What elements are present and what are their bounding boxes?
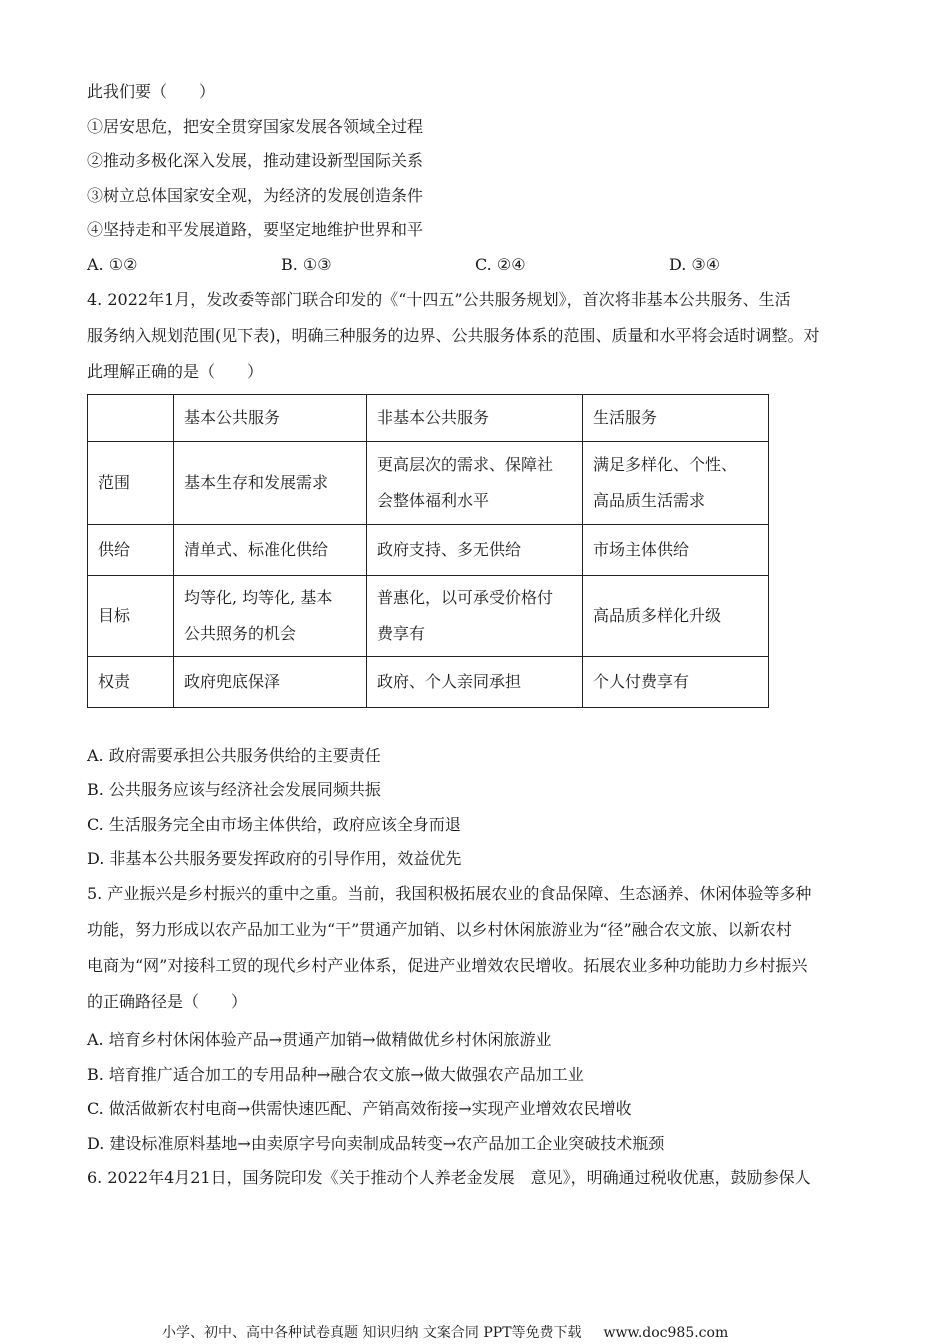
table-row <box>88 442 769 525</box>
q4-option-b: B. 公共服务应该与经济社会发展同频共振 <box>87 780 381 799</box>
cell-line: 费享有 <box>377 624 426 643</box>
cell-line: 基本生存和发展需求 <box>184 473 329 492</box>
q3-option-c: C. ②④ <box>475 255 526 274</box>
table-cell <box>583 576 769 657</box>
table-row <box>88 525 769 576</box>
cell-line: 高品质多样化升级 <box>593 606 722 625</box>
table-cell <box>367 525 583 576</box>
table-cell <box>174 576 367 657</box>
footer-url[interactable]: www.doc985.com <box>603 1325 729 1341</box>
q3-stem-tail: 此我们要（ ） <box>87 82 216 101</box>
cell-line: 清单式、标准化供给 <box>184 540 329 559</box>
table-cell <box>367 657 583 708</box>
table-cell <box>583 657 769 708</box>
q5-stem-line-4: 的正确路径是（ ） <box>87 992 248 1011</box>
table-row <box>88 576 769 657</box>
cell-line: 普惠化，以可承受价格付 <box>377 588 554 607</box>
cell-line: 市场主体供给 <box>593 540 690 559</box>
table-cell <box>583 525 769 576</box>
table-cell <box>583 442 769 525</box>
q5-stem-line-1: 5. 产业振兴是乡村振兴的重中之重。当前，我国积极拓展农业的食品保障、生态涵养、休闲体验等多种 <box>87 884 812 903</box>
cell-line: 高品质生活需求 <box>593 491 706 510</box>
footer-text: 小学、初中、高中各种试卷真题 知识归纳 文案合同 PPT等免费下载 <box>162 1325 582 1341</box>
cell-line: 个人付费享有 <box>593 672 690 691</box>
q5-option-d: D. 建设标准原料基地→由卖原字号向卖制成品转变→农产品加工企业突破技术瓶颈 <box>87 1134 665 1153</box>
cell-line: 政府、个人亲同承担 <box>377 672 522 691</box>
q4-option-a: A. 政府需要承担公共服务供给的主要责任 <box>87 746 381 765</box>
q5-option-c: C. 做活做新农村电商→供需快速匹配、产销高效衔接→实现产业增效农民增收 <box>87 1099 632 1118</box>
q6-stem-line-1: 6. 2022年4月21日，国务院印发《关于推动个人养老金发展 意见》，明确通过税收优惠，鼓励参保人 <box>87 1168 811 1187</box>
table-header-row <box>88 395 769 442</box>
table-row <box>88 657 769 708</box>
table-cell <box>174 657 367 708</box>
q5-option-a: A. 培育乡村休闲体验产品→贯通产加销→做精做优乡村休闲旅游业 <box>87 1030 552 1049</box>
q4-option-d: D. 非基本公共服务要发挥政府的引导作用，效益优先 <box>87 849 462 868</box>
table-cell <box>367 576 583 657</box>
q3-option-b: B. ①③ <box>281 255 332 274</box>
q3-option-a: A. ①② <box>87 255 138 274</box>
q3-option-d: D. ③④ <box>669 255 721 274</box>
q5-stem-line-3: 电商为“网”对接科工贸的现代乡村产业体系，促进产业增效农民增收。拓展农业多种功能助力乡村振兴 <box>87 956 808 975</box>
q5-stem-line-2: 功能，努力形成以农产品加工业为“干”贯通产加销、以乡村休闲旅游业为“径”融合农文旅、以新农村 <box>87 920 792 939</box>
page-footer <box>162 1324 728 1342</box>
q4-stem-line-3: 此理解正确的是（ ） <box>87 362 264 381</box>
service-comparison-table <box>87 394 769 708</box>
cell-line: 政府兜底保泽 <box>184 672 281 691</box>
header-cell-empty <box>88 395 174 442</box>
table-cell <box>174 442 367 525</box>
q3-item-4: ④坚持走和平发展道路，要坚定地维护世界和平 <box>87 220 424 239</box>
cell-line: 会整体福利水平 <box>377 491 490 510</box>
row-label: 供给 <box>88 525 174 576</box>
cell-line: 更高层次的需求、保障社 <box>377 455 554 474</box>
header-cell-basic: 基本公共服务 <box>174 395 367 442</box>
cell-line: 均等化, 均等化, 基本 <box>184 588 333 607</box>
table-cell <box>367 442 583 525</box>
row-label: 权责 <box>88 657 174 708</box>
cell-line: 公共照务的机会 <box>184 624 297 643</box>
header-cell-life: 生活服务 <box>583 395 769 442</box>
q3-item-1: ①居安思危，把安全贯穿国家发展各领域全过程 <box>87 117 424 136</box>
cell-line: 政府支持、多无供给 <box>377 540 522 559</box>
q4-stem-line-2: 服务纳入规划范围(见下表)，明确三种服务的边界、公共服务体系的范围、质量和水平将会适时调整。对 <box>87 326 820 345</box>
q3-item-3: ③树立总体国家安全观，为经济的发展创造条件 <box>87 186 424 205</box>
header-cell-nonbasic: 非基本公共服务 <box>367 395 583 442</box>
q4-stem-line-1: 4. 2022年1月，发改委等部门联合印发的《“十四五”公共服务规划》，首次将非基本公共服务、生活 <box>87 290 791 309</box>
q5-option-b: B. 培育推广适合加工的专用品种→融合农文旅→做大做强农产品加工业 <box>87 1065 584 1084</box>
cell-line: 满足多样化、个性、 <box>593 455 738 474</box>
row-label: 范围 <box>88 442 174 525</box>
row-label: 目标 <box>88 576 174 657</box>
table-cell <box>174 525 367 576</box>
q4-option-c: C. 生活服务完全由市场主体供给，政府应该全身而退 <box>87 815 461 834</box>
q3-item-2: ②推动多极化深入发展，推动建设新型国际关系 <box>87 151 424 170</box>
